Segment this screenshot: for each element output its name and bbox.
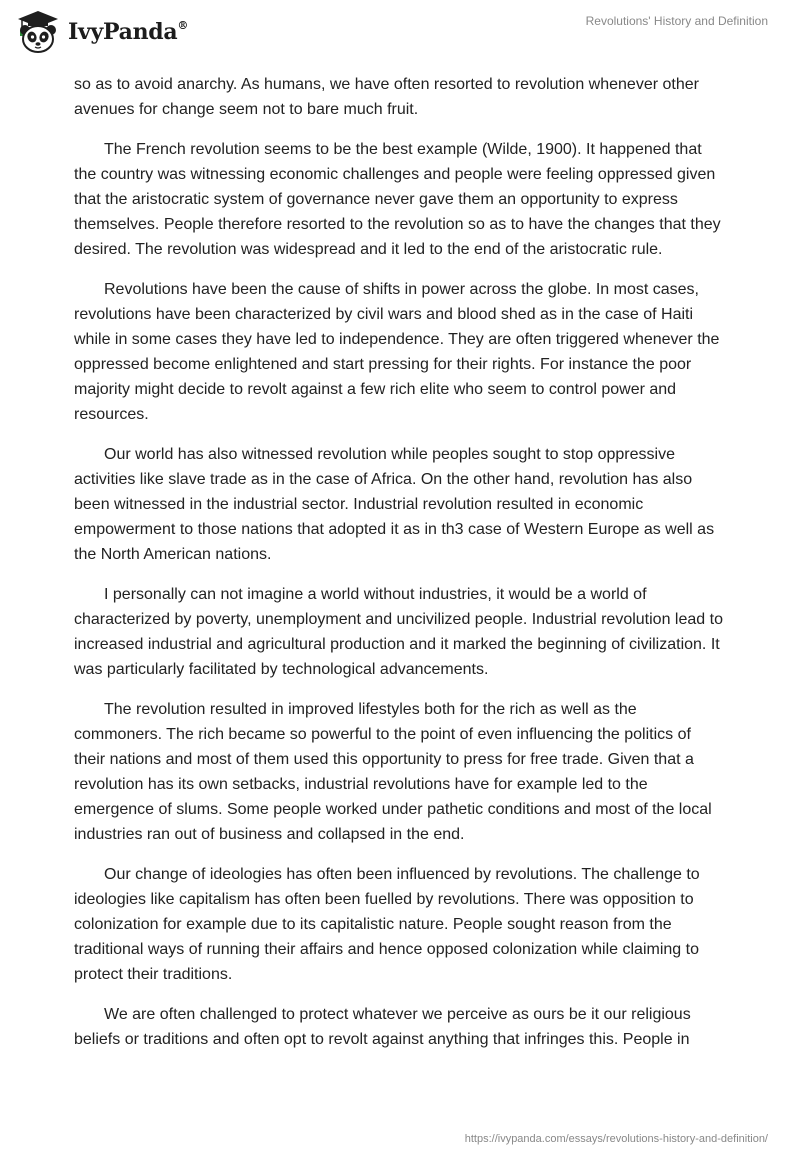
page-header (0, 0, 800, 62)
paragraph: Revolutions have been the cause of shifts in power across the globe. In most cases, revolutions have been characterized by civil wars and blood shed as in the case of Haiti while in some cases they have led to independence. They are often triggered whenever the oppressed become enlightened and start pressing for their rights. For instance the poor majority might decide to revolt against a few rich elite who seem to control power and resources. (74, 281, 720, 423)
essay-body (74, 72, 726, 1067)
paragraph: I personally can not imagine a world without industries, it would be a world of characterized by poverty, unemployment and uncivilized people. Industrial revolution lead to increased industrial and agricultural production and it marked the beginning of civilization. It was particularly facilitated by technological advancements. (74, 586, 723, 678)
brand-name: IvyPanda® (68, 19, 189, 45)
ivypanda-logo[interactable] (14, 8, 188, 56)
paragraph: Our world has also witnessed revolution while peoples sought to stop oppressive activities like slave trade as in the case of Africa. On the other hand, revolution has also been witnessed in the industrial sector. Industrial revolution resulted in economic empowerment to those nations that adopted it as in th3 case of Western Europe as well as the North American nations. (74, 446, 715, 563)
paragraph: The revolution resulted in improved lifestyles both for the rich as well as the commoners. The rich became so powerful to the point of even influencing the politics of their nations and most of them used this opportunity to press for free trade. Given that a revolution has its own setbacks, industrial revolutions have for example led to the emergence of slums. Some people worked under pathetic conditions and most of the local industries ran out of business and collapsed in the end. (74, 701, 712, 843)
registered-mark: ® (177, 19, 189, 32)
paragraph: Our change of ideologies has often been influenced by revolutions. The challenge to ideologies like capitalism has often been fuelled by revolutions. There was opposition to colonization for example due to its capitalistic nature. People sought reason from the traditional ways of running their affairs and hence opposed colonization while claiming to protect their traditions. (74, 866, 700, 983)
paragraph: We are often challenged to protect whatever we perceive as ours be it our religious beliefs or traditions and often opt to revolt against anything that infringes this. People in (74, 1006, 691, 1048)
source-url: https://ivypanda.com/essays/revolutions-history-and-definition/ (464, 1133, 768, 1145)
paragraph: so as to avoid anarchy. As humans, we have often resorted to revolution whenever other avenues for change seem not to bare much fruit. (74, 76, 699, 118)
panda-graduate-icon (14, 9, 62, 55)
paragraph: The French revolution seems to be the best example (Wilde, 1900). It happened that the country was witnessing economic challenges and people were feeling oppressed given that the aristocratic system of governance never gave them an opportunity to express themselves. People therefore resorted to the revolution so as to have the changes that they desired. The revolution was widespread and it led to the end of the aristocratic rule. (74, 141, 721, 258)
document-title: Revolutions' History and Definition (585, 14, 768, 28)
